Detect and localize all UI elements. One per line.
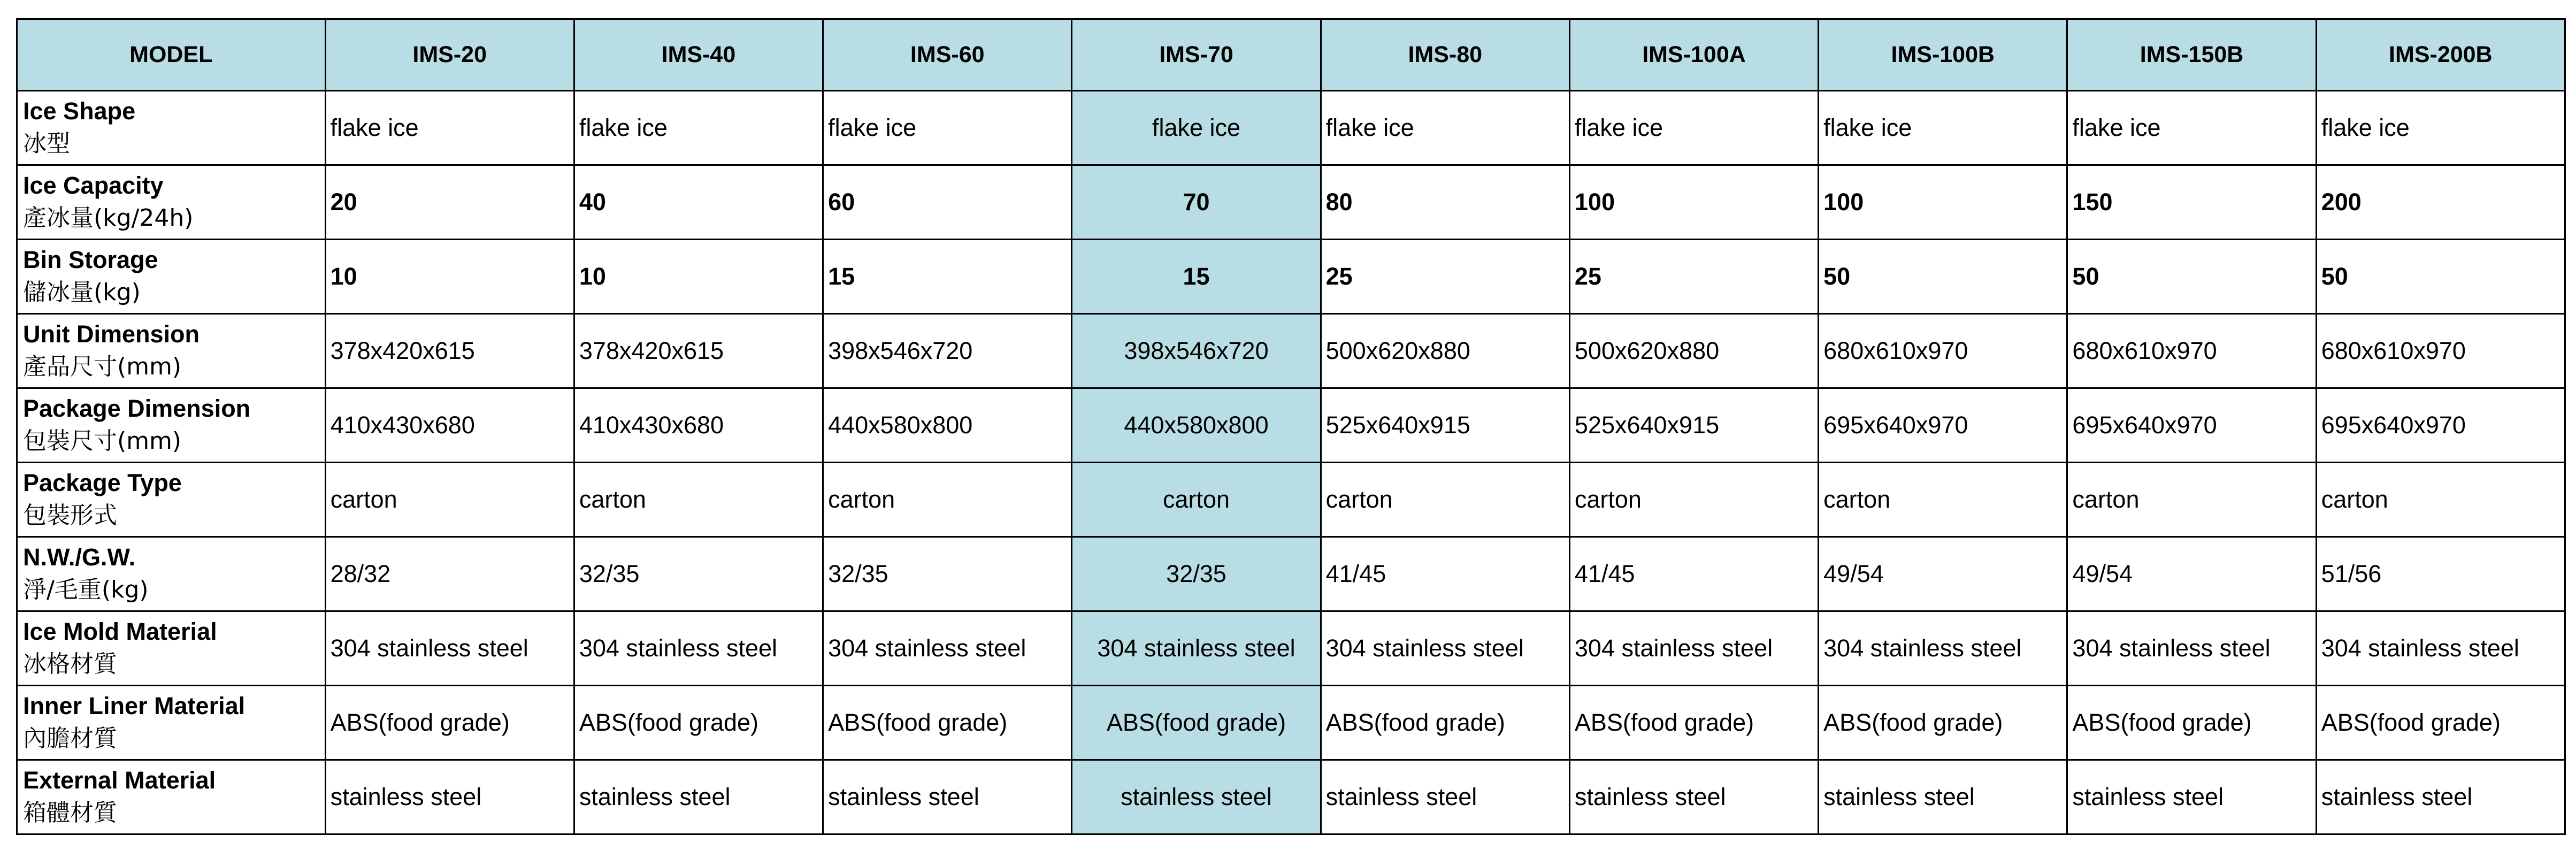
value-cell: 10	[325, 240, 574, 314]
row-label	[17, 686, 326, 760]
table-row	[17, 760, 2565, 834]
row-label-english: Bin Storage	[23, 246, 158, 273]
value-cell: carton	[1072, 463, 1321, 537]
row-label-english: External Material	[23, 767, 216, 794]
value-cell: ABS(food grade)	[1819, 686, 2067, 760]
value-cell: 25	[1321, 240, 1569, 314]
value-cell: 80	[1321, 165, 1569, 240]
value-cell: 49/54	[2067, 537, 2316, 611]
row-label	[17, 314, 326, 388]
model-header-ims-70: IMS-70	[1072, 19, 1321, 91]
value-cell: 304 stainless steel	[325, 611, 574, 686]
value-cell: 695x640x970	[2316, 388, 2565, 463]
value-cell: carton	[2316, 463, 2565, 537]
model-column-header: MODEL	[17, 19, 326, 91]
value-cell: stainless steel	[325, 760, 574, 834]
value-cell: 398x546x720	[823, 314, 1072, 388]
table-row	[17, 686, 2565, 760]
header-row	[17, 19, 2565, 91]
row-label-english: Ice Capacity	[23, 172, 164, 199]
model-header-ims-20: IMS-20	[325, 19, 574, 91]
table-row	[17, 240, 2565, 314]
value-cell: 500x620x880	[1321, 314, 1569, 388]
value-cell: ABS(food grade)	[1321, 686, 1569, 760]
value-cell: 525x640x915	[1321, 388, 1569, 463]
model-header-ims-80: IMS-80	[1321, 19, 1569, 91]
value-cell: flake ice	[2067, 91, 2316, 165]
row-label	[17, 537, 326, 611]
row-label-english: Ice Mold Material	[23, 618, 217, 645]
row-label-english: Unit Dimension	[23, 320, 200, 348]
value-cell: 70	[1072, 165, 1321, 240]
value-cell: stainless steel	[1072, 760, 1321, 834]
row-label-chinese: 淨/毛重(kg)	[23, 576, 149, 603]
value-cell: flake ice	[1321, 91, 1569, 165]
value-cell: 680x610x970	[1819, 314, 2067, 388]
value-cell: 32/35	[823, 537, 1072, 611]
table-header	[17, 19, 2565, 91]
row-label-english: N.W./G.W.	[23, 543, 135, 571]
spec-table	[16, 18, 2566, 835]
row-label-chinese: 內膽材質	[23, 725, 117, 752]
value-cell: 304 stainless steel	[1321, 611, 1569, 686]
value-cell: 200	[2316, 165, 2565, 240]
value-cell: 304 stainless steel	[574, 611, 823, 686]
value-cell: carton	[325, 463, 574, 537]
table-row	[17, 91, 2565, 165]
value-cell: 40	[574, 165, 823, 240]
model-header-ims-100b: IMS-100B	[1819, 19, 2067, 91]
table-row	[17, 611, 2565, 686]
value-cell: 378x420x615	[574, 314, 823, 388]
value-cell: stainless steel	[1569, 760, 1818, 834]
value-cell: 50	[2067, 240, 2316, 314]
value-cell: 32/35	[574, 537, 823, 611]
value-cell: 49/54	[1819, 537, 2067, 611]
row-label	[17, 463, 326, 537]
value-cell: stainless steel	[574, 760, 823, 834]
model-header-ims-150b: IMS-150B	[2067, 19, 2316, 91]
model-header-ims-200b: IMS-200B	[2316, 19, 2565, 91]
value-cell: carton	[1569, 463, 1818, 537]
value-cell: 100	[1819, 165, 2067, 240]
table-row	[17, 537, 2565, 611]
value-cell: carton	[823, 463, 1072, 537]
row-label-chinese: 冰格材質	[23, 650, 117, 678]
row-label	[17, 240, 326, 314]
row-label-chinese: 產冰量(kg/24h)	[23, 204, 194, 232]
value-cell: 304 stainless steel	[2316, 611, 2565, 686]
row-label-chinese: 冰型	[23, 130, 70, 157]
value-cell: flake ice	[1072, 91, 1321, 165]
value-cell: 304 stainless steel	[823, 611, 1072, 686]
value-cell: carton	[1819, 463, 2067, 537]
value-cell: flake ice	[823, 91, 1072, 165]
value-cell: 680x610x970	[2316, 314, 2565, 388]
row-label-chinese: 包裝尺寸(mm)	[23, 427, 182, 455]
value-cell: 304 stainless steel	[2067, 611, 2316, 686]
value-cell: 28/32	[325, 537, 574, 611]
value-cell: ABS(food grade)	[1072, 686, 1321, 760]
value-cell: 695x640x970	[1819, 388, 2067, 463]
value-cell: 51/56	[2316, 537, 2565, 611]
value-cell: ABS(food grade)	[1569, 686, 1818, 760]
value-cell: 41/45	[1569, 537, 1818, 611]
row-label-english: Package Type	[23, 469, 182, 496]
value-cell: ABS(food grade)	[2067, 686, 2316, 760]
value-cell: carton	[1321, 463, 1569, 537]
value-cell: 695x640x970	[2067, 388, 2316, 463]
value-cell: 150	[2067, 165, 2316, 240]
value-cell: 304 stainless steel	[1819, 611, 2067, 686]
value-cell: 10	[574, 240, 823, 314]
row-label	[17, 760, 326, 834]
table-row	[17, 463, 2565, 537]
row-label	[17, 611, 326, 686]
value-cell: 410x430x680	[325, 388, 574, 463]
value-cell: stainless steel	[2067, 760, 2316, 834]
value-cell: flake ice	[1819, 91, 2067, 165]
value-cell: stainless steel	[2316, 760, 2565, 834]
value-cell: ABS(food grade)	[325, 686, 574, 760]
row-label	[17, 165, 326, 240]
value-cell: 20	[325, 165, 574, 240]
value-cell: 440x580x800	[1072, 388, 1321, 463]
value-cell: stainless steel	[1321, 760, 1569, 834]
value-cell: flake ice	[1569, 91, 1818, 165]
value-cell: 410x430x680	[574, 388, 823, 463]
row-label-chinese: 儲冰量(kg)	[23, 279, 141, 306]
table-row	[17, 165, 2565, 240]
value-cell: 304 stainless steel	[1569, 611, 1818, 686]
table-body	[17, 91, 2565, 834]
value-cell: flake ice	[2316, 91, 2565, 165]
value-cell: flake ice	[574, 91, 823, 165]
value-cell: 41/45	[1321, 537, 1569, 611]
value-cell: 440x580x800	[823, 388, 1072, 463]
value-cell: flake ice	[325, 91, 574, 165]
model-header-ims-40: IMS-40	[574, 19, 823, 91]
value-cell: 378x420x615	[325, 314, 574, 388]
row-label	[17, 388, 326, 463]
value-cell: 32/35	[1072, 537, 1321, 611]
value-cell: 100	[1569, 165, 1818, 240]
value-cell: ABS(food grade)	[823, 686, 1072, 760]
value-cell: stainless steel	[1819, 760, 2067, 834]
value-cell: 60	[823, 165, 1072, 240]
value-cell: 15	[1072, 240, 1321, 314]
row-label-english: Inner Liner Material	[23, 692, 246, 719]
value-cell: ABS(food grade)	[2316, 686, 2565, 760]
value-cell: carton	[2067, 463, 2316, 537]
table-row	[17, 388, 2565, 463]
value-cell: 50	[1819, 240, 2067, 314]
value-cell: ABS(food grade)	[574, 686, 823, 760]
row-label-chinese: 包裝形式	[23, 502, 117, 529]
row-label-english: Ice Shape	[23, 97, 136, 125]
row-label	[17, 91, 326, 165]
row-label-english: Package Dimension	[23, 395, 251, 422]
value-cell: 50	[2316, 240, 2565, 314]
value-cell: 25	[1569, 240, 1818, 314]
model-header-ims-60: IMS-60	[823, 19, 1072, 91]
value-cell: 680x610x970	[2067, 314, 2316, 388]
value-cell: stainless steel	[823, 760, 1072, 834]
row-label-chinese: 產品尺寸(mm)	[23, 353, 182, 380]
value-cell: 525x640x915	[1569, 388, 1818, 463]
value-cell: 500x620x880	[1569, 314, 1818, 388]
row-label-chinese: 箱體材質	[23, 799, 117, 826]
value-cell: 15	[823, 240, 1072, 314]
value-cell: 304 stainless steel	[1072, 611, 1321, 686]
model-header-ims-100a: IMS-100A	[1569, 19, 1818, 91]
table-row	[17, 314, 2565, 388]
value-cell: carton	[574, 463, 823, 537]
value-cell: 398x546x720	[1072, 314, 1321, 388]
